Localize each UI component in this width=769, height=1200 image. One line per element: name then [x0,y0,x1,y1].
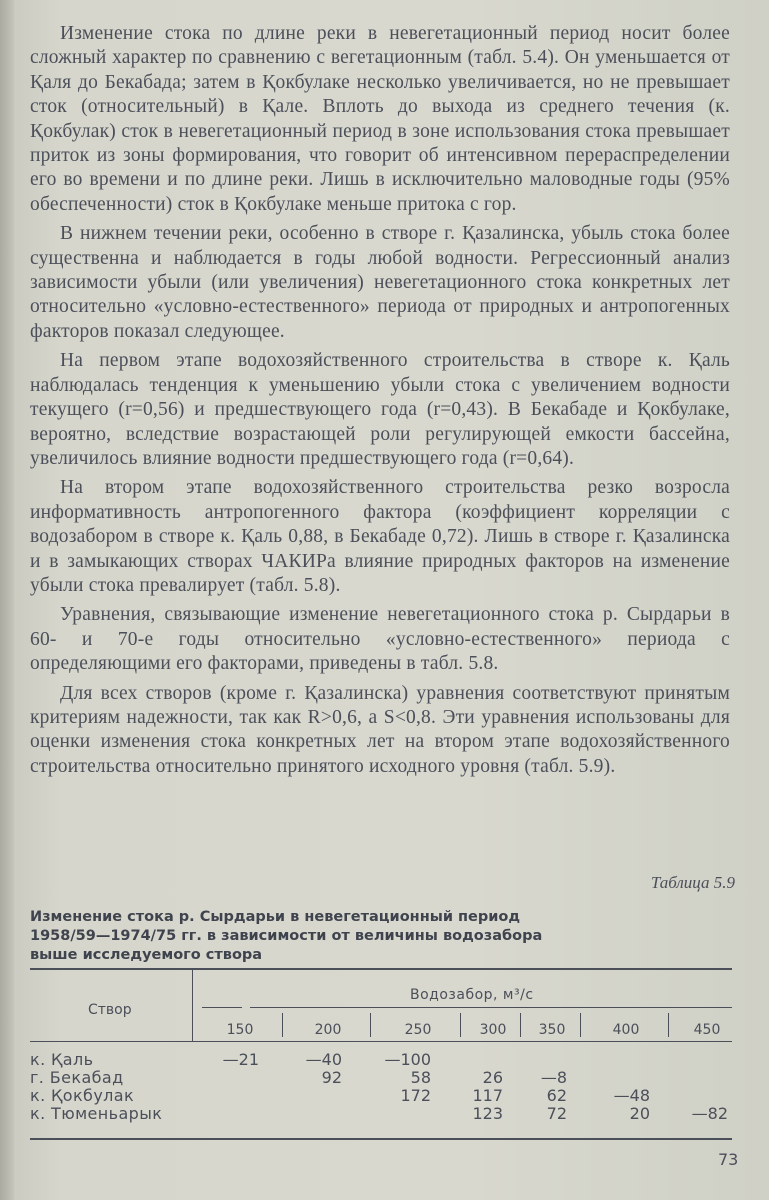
table-row [30,1086,732,1104]
table-title [30,908,630,965]
stvor-header: Створ [88,1002,132,1018]
table-cell: —100 [384,1050,431,1069]
table-body [30,1050,732,1122]
paragraph-2: В нижнем течении реки, особенно в створе г. Қазалинска, убыль стока более существенна и наблюдается в годы любой водности. Регрессионный анализ зависимости убыли (или увеличения) невегетационного стока конкретных лет относительно «условно-естественного» периода от природных и антропогенных факторов показал следующее. [30,223,730,342]
column-header: 400 [612,1022,640,1038]
page-spine-shadow [0,0,14,1200]
table-cell: 20 [629,1104,650,1123]
table-bottom-rule [30,1138,732,1140]
paragraph-1: Изменение стока по длине реки в невегетационный период носит более сложный характер по сравнению с вегетационным (табл. 5.4). Он уменьшается от Қаля до Бекабада; затем в Қокбулаке несколько увеличивается, но не превышает сток (относительный) в Қале. Вплоть до выхода из среднего течения (к. Қокбулак) сток в невегетационный период в зоне использования стока превышает приток из зоны формирования, что говорит об интенсивном перераспределении его во времени и по длине реки. Лишь в исключительно маловодные годы (95% обеспеченности) сток в Қокбулаке меньше притока с гор. [30,23,730,215]
table-row [30,1104,732,1122]
paragraph-5: Уравнения, связывающие изменение невегетационного стока р. Сырдарьи в 60- и 70-е годы относительно «условно-естественного» периода с определяющими его факторами, приведены в табл. 5.8. [30,604,730,675]
table-header-divider [192,970,193,1042]
column-divider [460,1013,461,1037]
table-cell: —8 [540,1068,567,1087]
table-title-line: Изменение стока р. Сырдарьи в невегетационный период [30,909,521,925]
column-header: 300 [479,1022,507,1038]
page-number: 73 [718,1150,739,1169]
paragraph-3: На первом этапе водохозяйственного строительства в створе к. Қаль наблюдалась тенденция к уменьшению убыли стока с увеличением водности текущего (r=0,56) и предшествующего года (r=0,43). В Бекабаде и Қокбулаке, вероятно, вследствие возрастающей роли регулирующей емкости бассейна, увеличилось влияние водности предшествующего года (r=0,64). [30,350,730,469]
table-row [30,1050,732,1068]
column-header: 250 [404,1022,432,1038]
table-cell: 123 [472,1104,503,1123]
table-cell: —82 [691,1104,728,1123]
table-header-bottom-rule [30,1041,732,1042]
column-divider [370,1013,371,1037]
table-group-rule [250,1007,732,1008]
row-label: к. Тюменьарык [30,1104,163,1123]
table-cell: 92 [321,1068,342,1087]
table-cell: 172 [400,1086,431,1105]
row-label: к. Қаль [30,1050,94,1069]
table-cell: 26 [482,1068,503,1087]
vodozabor-header: Водозабор, м³/с [410,987,534,1003]
column-header: 450 [693,1022,721,1038]
table-cell: 72 [546,1104,567,1123]
table-cell: 62 [546,1086,567,1105]
column-header: 350 [538,1022,566,1038]
table-top-rule [30,968,732,970]
table-cell: —40 [305,1050,342,1069]
table-cell: 58 [410,1068,431,1087]
table-group-rule-left [202,1007,242,1008]
column-divider [282,1013,283,1037]
table-cell: —21 [222,1050,259,1069]
paragraph-4: На втором этапе водохозяйственного строительства резко возросла информативность антропогенного фактора (коэффициент корреляции с водозабором в створе к. Қаль 0,88, в Бекабаде 0,72). Лишь в створе г. Қазалинска и в замыкающих створах ЧАКИРа влияние природных факторов на изменение убыли стока превалирует (табл. 5.8). [30,477,730,596]
column-header: 150 [226,1022,254,1038]
row-label: к. Қокбулак [30,1086,135,1105]
table-cell: —48 [613,1086,650,1105]
table-title-line: 1958/59—1974/75 гг. в зависимости от величины водозабора [30,928,543,944]
table-caption: Таблица 5.9 [650,873,735,892]
table-title-line: выше исследуемого створа [30,947,263,963]
column-header: 200 [314,1022,342,1038]
body-text [30,22,730,779]
paragraph-6: Для всех створов (кроме г. Қазалинска) уравнения соответствуют принятым критериям надежности, так как R>0,6, a S<0,8. Эти уравнения использованы для оценки изменения стока конкретных лет на втором этапе водохозяйственного строительства относительно принятого исходного уровня (табл. 5.9). [30,682,730,777]
table-row [30,1068,732,1086]
row-label: г. Бекабад [30,1068,124,1087]
table-cell: 117 [472,1086,503,1105]
column-divider [668,1013,669,1037]
